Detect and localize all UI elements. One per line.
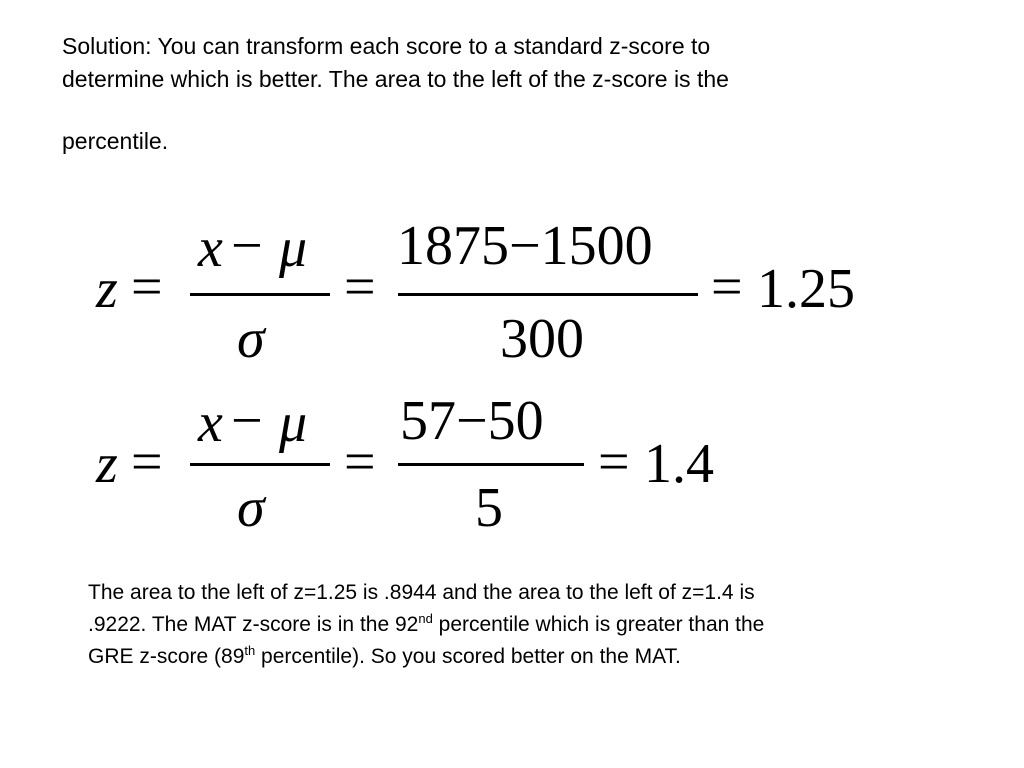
intro-line-3: percentile. — [62, 128, 169, 154]
z-score-equation-gre — [0, 205, 1024, 370]
conclusion-line-2 — [88, 609, 948, 641]
conclusion-line-3-rest: percentile). So you scored better on the MAT. — [255, 645, 681, 668]
mu-symbol: μ — [279, 217, 308, 279]
z-score-equation-mat — [0, 380, 1024, 540]
values-numerator: 57−50 — [400, 390, 544, 452]
fraction-bar — [398, 293, 698, 296]
solution-intro — [62, 30, 962, 158]
values-denominator: 300 — [500, 308, 584, 370]
z-variable: z — [96, 258, 118, 320]
conclusion-line-3-text: GRE z-score (89 — [88, 645, 245, 668]
equals-sign: = — [344, 431, 376, 493]
z-variable: z — [96, 433, 118, 495]
conclusion-text — [88, 577, 948, 673]
mu-symbol: μ — [279, 392, 308, 454]
fraction-bar — [398, 463, 584, 466]
ordinal-suffix: nd — [418, 611, 433, 626]
conclusion-line-3 — [88, 641, 948, 673]
conclusion-line-1: The area to the left of z=1.25 is .8944 and the area to the left of z=1.4 is — [88, 581, 755, 604]
x-variable: x — [198, 392, 223, 454]
values-denominator: 5 — [475, 477, 503, 539]
values-numerator: 1875−1500 — [397, 215, 653, 277]
intro-line-2: determine which is better. The area to the left of the z-score is the — [62, 66, 729, 92]
z-score-result: 1.25 — [757, 258, 855, 320]
equals-sign: = — [131, 431, 163, 493]
conclusion-line-2-rest: percentile which is greater than the — [432, 613, 765, 636]
conclusion-line-2-text: .9222. The MAT z-score is in the 92 — [88, 613, 419, 636]
fraction-bar — [190, 293, 330, 296]
sigma-symbol: σ — [237, 477, 265, 539]
equals-sign: = — [131, 256, 163, 318]
minus-sign: − — [231, 215, 263, 277]
equals-sign: = — [711, 256, 743, 318]
x-variable: x — [198, 217, 223, 279]
equals-sign: = — [598, 431, 630, 493]
z-score-result: 1.4 — [644, 433, 714, 495]
sigma-symbol: σ — [237, 308, 265, 370]
ordinal-suffix: th — [244, 643, 256, 658]
equals-sign: = — [344, 256, 376, 318]
intro-line-1: Solution: You can transform each score to a standard z-score to — [62, 33, 711, 59]
fraction-bar — [190, 463, 330, 466]
minus-sign: − — [231, 390, 263, 452]
